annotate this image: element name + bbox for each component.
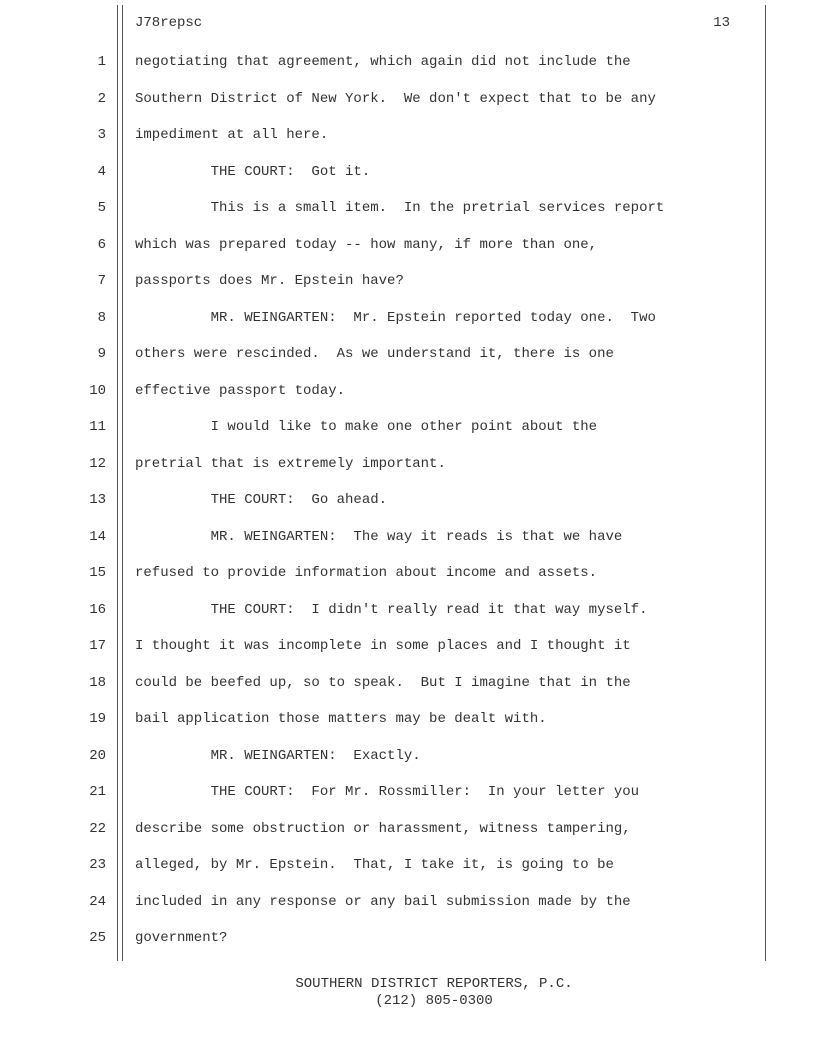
- line-number: 12: [89, 456, 106, 472]
- transcript-line: MR. WEINGARTEN: Exactly.: [135, 748, 421, 764]
- transcript-line: THE COURT: For Mr. Rossmiller: In your letter you: [135, 784, 640, 800]
- transcript-line: bail application those matters may be dealt with.: [135, 711, 547, 727]
- transcript-line: MR. WEINGARTEN: Mr. Epstein reported today one. Two: [135, 310, 656, 326]
- left-margin-rule: [122, 5, 123, 961]
- transcript-line: THE COURT: Go ahead.: [135, 492, 388, 508]
- line-number: 14: [89, 529, 106, 545]
- transcript-line: effective passport today.: [135, 383, 346, 399]
- transcript-line: could be beefed up, so to speak. But I imagine that in the: [135, 675, 631, 691]
- left-margin-rule: [117, 5, 118, 961]
- transcript-line: Southern District of New York. We don't expect that to be any: [135, 91, 656, 107]
- line-number: 23: [89, 857, 106, 873]
- transcript-line: MR. WEINGARTEN: The way it reads is that we have: [135, 529, 623, 545]
- line-number: 2: [97, 91, 106, 107]
- line-number: 11: [89, 419, 106, 435]
- transcript-line: THE COURT: Got it.: [135, 164, 371, 180]
- transcript-line: impediment at all here.: [135, 127, 329, 143]
- line-number: 22: [89, 821, 106, 837]
- line-number: 7: [97, 273, 106, 289]
- page-number: 13: [713, 15, 730, 31]
- line-number: 5: [97, 200, 106, 216]
- line-number: 19: [89, 711, 106, 727]
- line-number: 25: [89, 930, 106, 946]
- transcript-line: This is a small item. In the pretrial services report: [135, 200, 665, 216]
- line-number: 9: [97, 346, 106, 362]
- transcript-line: pretrial that is extremely important.: [135, 456, 446, 472]
- right-margin-rule: [765, 5, 766, 961]
- transcript-line: others were rescinded. As we understand it, there is one: [135, 346, 614, 362]
- line-number: 18: [89, 675, 106, 691]
- transcript-line: refused to provide information about income and assets.: [135, 565, 598, 581]
- transcript-id: J78repsc: [135, 15, 203, 31]
- line-number: 20: [89, 748, 106, 764]
- line-number: 21: [89, 784, 106, 800]
- line-number: 1: [97, 54, 106, 70]
- line-number: 16: [89, 602, 106, 618]
- transcript-line: alleged, by Mr. Epstein. That, I take it, is going to be: [135, 857, 614, 873]
- transcript-line: which was prepared today -- how many, if more than one,: [135, 237, 598, 253]
- footer-reporter: SOUTHERN DISTRICT REPORTERS, P.C.: [295, 976, 573, 992]
- line-number: 15: [89, 565, 106, 581]
- transcript-line: THE COURT: I didn't really read it that way myself.: [135, 602, 648, 618]
- line-number: 13: [89, 492, 106, 508]
- transcript-line: negotiating that agreement, which again did not include the: [135, 54, 631, 70]
- transcript-line: I would like to make one other point about the: [135, 419, 598, 435]
- transcript-line: passports does Mr. Epstein have?: [135, 273, 404, 289]
- line-number: 8: [97, 310, 106, 326]
- line-number: 10: [89, 383, 106, 399]
- transcript-line: describe some obstruction or harassment, witness tampering,: [135, 821, 631, 837]
- line-number: 4: [97, 164, 106, 180]
- line-number: 24: [89, 894, 106, 910]
- line-number: 6: [97, 237, 106, 253]
- transcript-line: included in any response or any bail submission made by the: [135, 894, 631, 910]
- line-number: 3: [97, 127, 106, 143]
- transcript-line: I thought it was incomplete in some places and I thought it: [135, 638, 631, 654]
- line-number: 17: [89, 638, 106, 654]
- transcript-line: government?: [135, 930, 228, 946]
- footer-phone: (212) 805-0300: [375, 993, 493, 1009]
